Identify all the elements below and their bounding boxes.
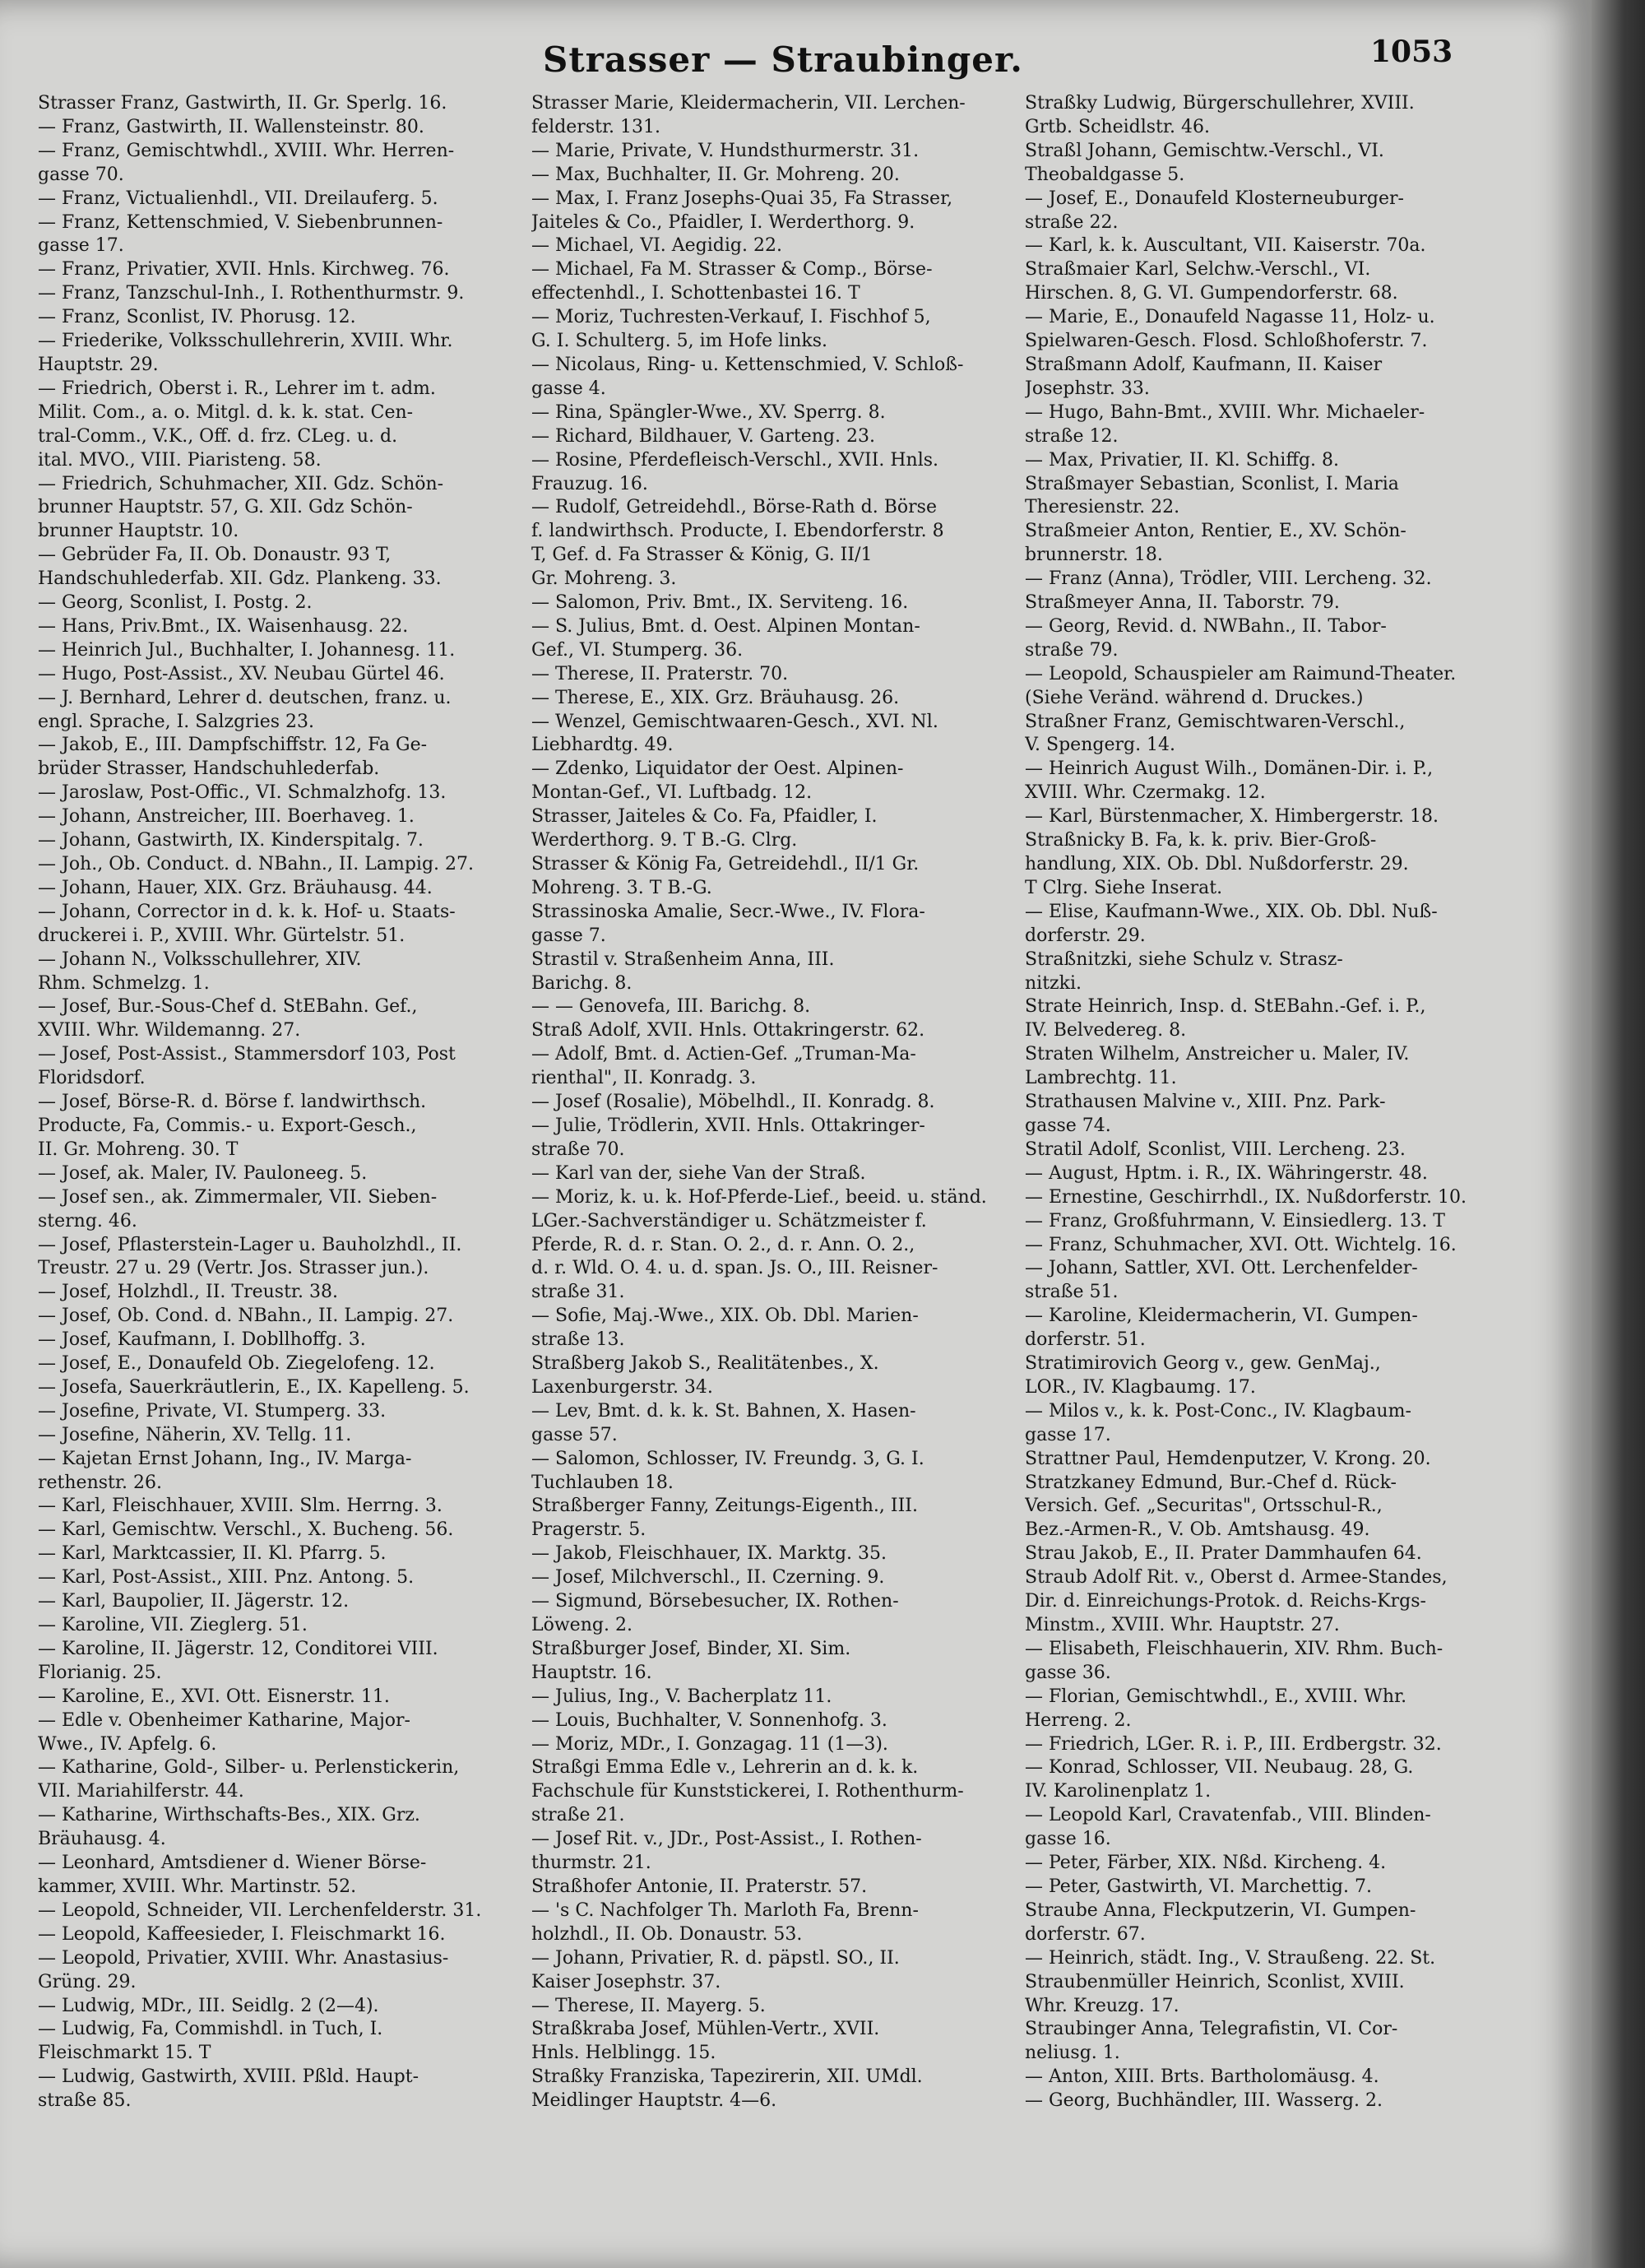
directory-entry-line: — Franz, Kettenschmied, V. Siebenbrunnen-: [38, 211, 443, 233]
directory-entry-line: Straßmeier Anton, Rentier, E., XV. Schön-: [1025, 521, 1406, 542]
directory-entry-line: — Josef, Börse-R. d. Börse f. landwirthsch.: [38, 1092, 427, 1113]
directory-entry-line: — Franz (Anna), Trödler, VIII. Lercheng. 32.: [1025, 568, 1432, 590]
directory-entry-line: tral-Comm., V.K., Off. d. frz. CLeg. u. d.: [38, 425, 398, 447]
directory-entry-line: — Milos v., k. k. Post-Conc., IV. Klagbaum-: [1025, 1400, 1411, 1422]
directory-entry-line: — Rosine, Pferdefleisch-Verschl., XVII. Hnls.: [531, 449, 939, 471]
directory-entry-line: — Franz, Gemischtwhdl., XVIII. Whr. Herren-: [38, 140, 455, 161]
directory-entry-line: Bräuhausg. 4.: [38, 1829, 166, 1850]
directory-entry-line: — Nicolaus, Ring- u. Kettenschmied, V. Schloß-: [531, 354, 964, 375]
directory-entry-line: Strastil v. Straßenheim Anna, III.: [531, 948, 835, 970]
directory-entry-line: — Franz, Gastwirth, II. Wallensteinstr. 80.: [38, 116, 424, 137]
directory-entry-line: — Anton, XIII. Brts. Bartholomäusg. 4.: [1025, 2066, 1379, 2088]
directory-entry-line: Straßgi Emma Edle v., Lehrerin an d. k. k.: [531, 1757, 919, 1779]
directory-entry-line: Straubinger Anna, Telegrafistin, VI. Cor-: [1025, 2019, 1398, 2040]
directory-entry-line: Strattner Paul, Hemdenputzer, V. Krong. 20.: [1025, 1448, 1431, 1469]
directory-entry-line: — Karoline, VII. Zieglerg. 51.: [38, 1615, 308, 1635]
directory-entry-line: gasse 17.: [1025, 1424, 1111, 1445]
column-2: [531, 92, 1017, 2247]
directory-entry-line: V. Spengerg. 14.: [1025, 735, 1176, 756]
directory-entry-line: — Jakob, E., III. Dampfschiffstr. 12, Fa Ge-: [38, 735, 428, 756]
directory-entry-line: — Johann, Gastwirth, IX. Kinderspitalg. 7.: [38, 830, 424, 851]
directory-entry-line: Minstm., XVIII. Whr. Hauptstr. 27.: [1025, 1615, 1340, 1635]
directory-entry-line: — Franz, Victualienhdl., VII. Dreilauferg. 5.: [38, 188, 438, 209]
directory-entry-line: Montan-Gef., VI. Luftbadg. 12.: [531, 782, 813, 804]
directory-entry-line: — Franz, Privatier, XVII. Hnls. Kirchweg. 76.: [38, 259, 450, 281]
directory-entry-line: Pragerstr. 5.: [531, 1519, 646, 1541]
directory-entry-line: Strasser, Jaiteles & Co. Fa, Pfaidler, I.: [531, 806, 878, 828]
directory-entry-line: — Karl, Post-Assist., XIII. Pnz. Antong. 5.: [38, 1567, 415, 1589]
directory-entry-line: — Friederike, Volksschullehrerin, XVIII. Whr.: [38, 331, 453, 352]
directory-entry-line: — Karl, Fleischhauer, XVIII. Slm. Herrng. 3.: [38, 1496, 443, 1517]
directory-entry-line: gasse 36.: [1025, 1662, 1111, 1683]
directory-entry-line: Florianig. 25.: [38, 1662, 162, 1683]
directory-entry-line: — Leopold, Kaffeesieder, I. Fleischmarkt 16.: [38, 1923, 446, 1945]
directory-entry-line: dorferstr. 67.: [1025, 1923, 1146, 1945]
directory-entry-line: — Johann, Sattler, XVI. Ott. Lerchenfelder-: [1025, 1258, 1418, 1279]
directory-entry-line: Liebhardtg. 49.: [531, 735, 674, 756]
directory-entry-line: — Georg, Sconlist, I. Postg. 2.: [38, 592, 313, 614]
directory-entry-line: straße 22.: [1025, 211, 1119, 233]
directory-entry-line: Hauptstr. 29.: [38, 354, 159, 375]
directory-entry-line: Fleischmarkt 15. T: [38, 2043, 211, 2064]
directory-entry-line: XVIII. Whr. Czermakg. 12.: [1025, 782, 1266, 804]
column-3: [1025, 92, 1510, 2247]
directory-entry-line: felderstr. 131.: [531, 116, 661, 137]
directory-entry-line: straße 51.: [1025, 1282, 1119, 1303]
directory-entry-line: — Joh., Ob. Conduct. d. NBahn., II. Lampig. 27.: [38, 854, 475, 874]
directory-entry-line: — Franz, Großfuhrmann, V. Einsiedlerg. 13. T: [1025, 1210, 1445, 1231]
directory-entry-line: — Karl, k. k. Auscultant, VII. Kaiserstr. 70a.: [1025, 235, 1426, 257]
directory-entry-line: straße 12.: [1025, 425, 1119, 447]
directory-entry-line: — Katharine, Wirthschafts-Bes., XIX. Grz.: [38, 1805, 420, 1826]
directory-entry-line: — Salomon, Schlosser, IV. Freundg. 3, G. I.: [531, 1448, 924, 1469]
directory-entry-line: gasse 57.: [531, 1424, 618, 1445]
directory-entry-line: — Ernestine, Geschirrhdl., IX. Nußdorferstr. 10.: [1025, 1186, 1467, 1208]
directory-entry-line: — Hans, Priv.Bmt., IX. Waisenhausg. 22.: [38, 615, 409, 637]
directory-entry-line: gasse 74.: [1025, 1115, 1111, 1136]
directory-entry-line: — Moriz, k. u. k. Hof-Pferde-Lief., beeid. u. ständ.: [531, 1186, 987, 1208]
directory-entry-line: Gef., VI. Stumperg. 36.: [531, 639, 744, 661]
directory-entry-line: — Friedrich, Schuhmacher, XII. Gdz. Schön-: [38, 473, 444, 494]
directory-entry-line: kammer, XVIII. Whr. Martinstr. 52.: [38, 1876, 357, 1897]
directory-entry-line: — Josef sen., ak. Zimmermaler, VII. Sieben-: [38, 1186, 438, 1208]
directory-entry-line: — S. Julius, Bmt. d. Oest. Alpinen Montan-: [531, 615, 920, 637]
directory-entry-line: Straßberger Fanny, Zeitungs-Eigenth., III.: [531, 1496, 918, 1517]
directory-entry-line: — Johann, Anstreicher, III. Boerhaveg. 1.: [38, 806, 415, 828]
directory-entry-line: Grtb. Scheidlstr. 46.: [1025, 116, 1210, 137]
directory-entry-line: Straßmaier Karl, Selchw.-Verschl., VI.: [1025, 259, 1371, 281]
directory-entry-line: Theobaldgasse 5.: [1025, 164, 1185, 185]
running-head: Strasser — Straubinger.: [543, 39, 1023, 80]
directory-entry-line: Mohreng. 3. T B.-G.: [531, 877, 712, 898]
directory-entry-line: Spielwaren-Gesch. Flosd. Schloßhoferstr. 7.: [1025, 331, 1428, 352]
directory-entry-line: LGer.-Sachverständiger u. Schätzmeister f.: [531, 1210, 927, 1231]
directory-entry-line: Straß Adolf, XVII. Hnls. Ottakringerstr. 62.: [531, 1020, 925, 1041]
directory-entry-line: Straßmayer Sebastian, Sconlist, I. Maria: [1025, 473, 1399, 494]
directory-entry-line: effectenhdl., I. Schottenbastei 16. T: [531, 283, 860, 304]
directory-entry-line: — Karl, Marktcassier, II. Kl. Pfarrg. 5.: [38, 1543, 387, 1565]
directory-entry-line: Strate Heinrich, Insp. d. StEBahn.-Gef. i. P.,: [1025, 996, 1426, 1018]
directory-entry-line: — Sofie, Maj.-Wwe., XIX. Ob. Dbl. Marien-: [531, 1306, 919, 1327]
directory-entry-line: Werderthorg. 9. T B.-G. Clrg.: [531, 830, 798, 851]
page-number: 1053: [1370, 35, 1453, 69]
directory-entry-line: Theresienstr. 22.: [1025, 497, 1180, 518]
directory-entry-line: — Jaroslaw, Post-Offic., VI. Schmalzhofg. 13.: [38, 782, 447, 804]
directory-entry-line: IV. Belvedereg. 8.: [1025, 1020, 1187, 1041]
directory-entry-line: Jaiteles & Co., Pfaidler, I. Werderthorg. 9.: [531, 211, 915, 233]
directory-entry-line: — Heinrich August Wilh., Domänen-Dir. i. P.,: [1025, 758, 1434, 780]
directory-entry-line: — Therese, II. Praterstr. 70.: [531, 663, 789, 684]
directory-entry-line: straße 31.: [531, 1282, 625, 1303]
directory-entry-line: — Franz, Schuhmacher, XVI. Ott. Wichtelg. 16.: [1025, 1234, 1457, 1255]
directory-entry-line: straße 21.: [531, 1805, 625, 1826]
directory-entry-line: Strau Jakob, E., II. Prater Dammhaufen 64.: [1025, 1543, 1422, 1565]
directory-entry-line: straße 85.: [38, 2090, 132, 2112]
directory-entry-line: IV. Karolinenplatz 1.: [1025, 1781, 1212, 1802]
directory-entry-line: brunnerstr. 18.: [1025, 545, 1163, 566]
directory-entry-line: gasse 16.: [1025, 1829, 1111, 1850]
directory-entry-line: — Karl van der, siehe Van der Straß.: [531, 1162, 866, 1184]
directory-entry-line: Straßhofer Antonie, II. Praterstr. 57.: [531, 1876, 868, 1897]
directory-entry-line: Bez.-Armen-R., V. Ob. Amtshausg. 49.: [1025, 1519, 1370, 1541]
directory-entry-line: — Rudolf, Getreidehdl., Börse-Rath d. Börse: [531, 497, 937, 518]
directory-entry-line: — Josef, Pflasterstein-Lager u. Bauholzhdl., II.: [38, 1234, 462, 1255]
directory-entry-line: engl. Sprache, I. Salzgries 23.: [38, 711, 314, 732]
directory-entry-line: Meidlinger Hauptstr. 4—6.: [531, 2090, 777, 2112]
directory-entry-line: Floridsdorf.: [38, 1068, 146, 1089]
directory-entry-line: LOR., IV. Klagbaumg. 17.: [1025, 1376, 1256, 1398]
directory-entry-line: — Konrad, Schlosser, VII. Neubaug. 28, G.: [1025, 1757, 1414, 1779]
directory-entry-line: — Friedrich, Oberst i. R., Lehrer im t. adm.: [38, 378, 436, 399]
directory-entry-line: Pferde, R. d. r. Stan. O. 2., d. r. Ann. O. 2.,: [531, 1234, 915, 1255]
directory-entry-line: gasse 7.: [531, 925, 606, 946]
directory-entry-line: XVIII. Whr. Wildemanng. 27.: [38, 1020, 301, 1041]
directory-entry-line: — Josef, ak. Maler, IV. Pauloneeg. 5.: [38, 1162, 368, 1184]
directory-entry-line: Straubenmüller Heinrich, Sconlist, XVIII.: [1025, 1971, 1405, 1992]
directory-entry-line: nitzki.: [1025, 972, 1082, 994]
directory-entry-line: Rhm. Schmelzg. 1.: [38, 972, 210, 994]
directory-entry-line: G. I. Schulterg. 5, im Hofe links.: [531, 331, 827, 352]
directory-entry-line: Hauptstr. 16.: [531, 1662, 652, 1683]
directory-entry-line: Straßky Franziska, Tapezirerin, XII. UMdl.: [531, 2066, 923, 2088]
directory-entry-line: — Leopold Karl, Cravatenfab., VIII. Blinden-: [1025, 1805, 1431, 1826]
directory-entry-line: — Wenzel, Gemischtwaaren-Gesch., XVI. Nl.: [531, 711, 938, 732]
directory-entry-line: Handschuhlederfab. XII. Gdz. Plankeng. 33.: [38, 568, 442, 590]
directory-entry-line: — Ludwig, MDr., III. Seidlg. 2 (2—4).: [38, 1995, 379, 2016]
directory-entry-line: Hirschen. 8, G. VI. Gumpendorferstr. 68.: [1025, 283, 1398, 304]
directory-entry-line: — Sigmund, Börsebesucher, IX. Rothen-: [531, 1591, 899, 1612]
directory-entry-line: — Josef (Rosalie), Möbelhdl., II. Konradg. 8.: [531, 1092, 935, 1113]
directory-entry-line: Straßkraba Josef, Mühlen-Vertr., XVII.: [531, 2019, 880, 2040]
directory-entry-line: — Karl, Gemischtw. Verschl., X. Bucheng. 56.: [38, 1519, 454, 1541]
directory-entry-line: — 's C. Nachfolger Th. Marloth Fa, Brenn-: [531, 1899, 919, 1921]
directory-entry-line: — Louis, Buchhalter, V. Sonnenhofg. 3.: [531, 1709, 887, 1731]
directory-entry-line: — Michael, VI. Aegidig. 22.: [531, 235, 782, 257]
directory-entry-line: — Josef, Bur.-Sous-Chef d. StEBahn. Gef.,: [38, 996, 418, 1018]
directory-entry-line: — Josef, Holzhdl., II. Treustr. 38.: [38, 1282, 338, 1303]
directory-entry-line: — Georg, Buchhändler, III. Wasserg. 2.: [1025, 2090, 1383, 2112]
directory-entry-line: holzhdl., II. Ob. Donaustr. 53.: [531, 1923, 803, 1945]
directory-entry-line: rienthal", II. Konradg. 3.: [531, 1068, 757, 1089]
directory-entry-line: gasse 4.: [531, 378, 606, 399]
directory-entry-line: Straßl Johann, Gemischtw.-Verschl., VI.: [1025, 140, 1384, 161]
directory-entry-line: — Johann, Privatier, R. d. päpstl. SO., II.: [531, 1947, 900, 1969]
directory-entry-line: Gr. Mohreng. 3.: [531, 568, 677, 590]
directory-entry-line: d. r. Wld. O. 4. u. d. span. Js. O., III. Reisner-: [531, 1258, 938, 1279]
directory-entry-line: Josephstr. 33.: [1025, 378, 1150, 399]
directory-entry-line: Fachschule für Kunststickerei, I. Rothenthurm-: [531, 1781, 964, 1802]
directory-entry-line: — Adolf, Bmt. d. Actien-Gef. „Truman-Ma-: [531, 1044, 916, 1065]
directory-entry-line: Straub Adolf Rit. v., Oberst d. Armee-Standes,: [1025, 1567, 1448, 1589]
directory-entry-line: Strasser & König Fa, Getreidehdl., II/1 Gr.: [531, 854, 920, 874]
directory-entry-line: Herreng. 2.: [1025, 1709, 1132, 1731]
directory-entry-line: neliusg. 1.: [1025, 2043, 1120, 2064]
directory-entry-line: — Kajetan Ernst Johann, Ing., IV. Marga-: [38, 1448, 412, 1469]
directory-entry-line: — Moriz, Tuchresten-Verkauf, I. Fischhof 5,: [531, 307, 931, 328]
directory-entry-line: — Katharine, Gold-, Silber- u. Perlenstickerin,: [38, 1757, 460, 1779]
directory-entry-line: brunner Hauptstr. 57, G. XII. Gdz Schön-: [38, 497, 413, 518]
directory-entry-line: Stratil Adolf, Sconlist, VIII. Lercheng. 23.: [1025, 1139, 1406, 1160]
directory-entry-line: thurmstr. 21.: [531, 1853, 651, 1874]
directory-entry-line: Straßberg Jakob S., Realitätenbes., X.: [531, 1353, 879, 1375]
directory-columns: [38, 92, 1584, 2247]
directory-entry-line: T, Gef. d. Fa Strasser & König, G. II/1: [531, 545, 873, 566]
directory-entry-line: — Zdenko, Liquidator der Oest. Alpinen-: [531, 758, 904, 780]
directory-entry-line: — Elise, Kaufmann-Wwe., XIX. Ob. Dbl. Nuß-: [1025, 901, 1438, 922]
directory-entry-line: Straßburger Josef, Binder, XI. Sim.: [531, 1638, 851, 1659]
directory-entry-line: Lambrechtg. 11.: [1025, 1068, 1177, 1089]
directory-entry-line: gasse 17.: [38, 235, 124, 257]
directory-entry-line: Frauzug. 16.: [531, 473, 648, 494]
column-1: [38, 92, 523, 2247]
directory-entry-line: — Salomon, Priv. Bmt., IX. Serviteng. 16.: [531, 592, 909, 614]
directory-entry-line: brüder Strasser, Handschuhlederfab.: [38, 758, 380, 780]
directory-entry-line: T Clrg. Siehe Inserat.: [1025, 877, 1223, 898]
directory-entry-line: — Julie, Trödlerin, XVII. Hnls. Ottakringer-: [531, 1115, 925, 1136]
directory-entry-line: — Johann, Hauer, XIX. Grz. Bräuhausg. 44.: [38, 877, 433, 898]
directory-entry-line: sterng. 46.: [38, 1210, 137, 1231]
directory-entry-line: Barichg. 8.: [531, 972, 633, 994]
directory-entry-line: — Josef, Milchverschl., II. Czerning. 9.: [531, 1567, 885, 1589]
directory-entry-line: — Hugo, Bahn-Bmt., XVIII. Whr. Michaeler-: [1025, 401, 1425, 423]
directory-entry-line: Whr. Kreuzg. 17.: [1025, 1995, 1179, 2016]
directory-entry-line: — Josef Rit. v., JDr., Post-Assist., I. Rothen-: [531, 1829, 922, 1850]
directory-entry-line: — Karl, Baupolier, II. Jägerstr. 12.: [38, 1591, 350, 1612]
directory-entry-line: — Moriz, MDr., I. Gonzagag. 11 (1—3).: [531, 1733, 888, 1755]
directory-entry-line: Strathausen Malvine v., XIII. Pnz. Park-: [1025, 1092, 1386, 1113]
directory-entry-line: straße 13.: [531, 1329, 625, 1351]
directory-entry-line: — Marie, Private, V. Hundsthurmerstr. 31.: [531, 140, 920, 161]
directory-entry-line: Straube Anna, Fleckputzerin, VI. Gumpen-: [1025, 1899, 1416, 1921]
directory-entry-line: Wwe., IV. Apfelg. 6.: [38, 1733, 217, 1755]
directory-entry-line: — Therese, E., XIX. Grz. Bräuhausg. 26.: [531, 687, 900, 708]
directory-entry-line: Stratzkaney Edmund, Bur.-Chef d. Rück-: [1025, 1472, 1397, 1493]
directory-entry-line: — Lev, Bmt. d. k. k. St. Bahnen, X. Hasen-: [531, 1400, 916, 1422]
directory-entry-line: — Karoline, II. Jägerstr. 12, Conditorei VIII.: [38, 1638, 438, 1659]
directory-entry-line: — Therese, II. Mayerg. 5.: [531, 1995, 766, 2016]
directory-entry-line: Strasser Franz, Gastwirth, II. Gr. Sperlg. 16.: [38, 93, 447, 114]
directory-entry-line: — Heinrich Jul., Buchhalter, I. Johannesg. 11.: [38, 639, 456, 661]
directory-entry-line: Straßnicky B. Fa, k. k. priv. Bier-Groß-: [1025, 830, 1377, 851]
directory-entry-line: Versich. Gef. „Securitas", Ortsschul-R.,: [1025, 1496, 1383, 1517]
directory-entry-line: Tuchlauben 18.: [531, 1472, 674, 1493]
directory-entry-line: — Richard, Bildhauer, V. Garteng. 23.: [531, 425, 875, 447]
directory-entry-line: — Josefine, Private, VI. Stumperg. 33.: [38, 1400, 387, 1422]
directory-entry-line: — Josef, E., Donaufeld Ob. Ziegelofeng. 12.: [38, 1353, 435, 1375]
directory-entry-line: — — Genovefa, III. Barichg. 8.: [531, 996, 811, 1018]
directory-entry-line: — Leopold, Schneider, VII. Lerchenfelderstr. 31.: [38, 1899, 482, 1921]
directory-entry-line: f. landwirthsch. Producte, I. Ebendorferstr. 8: [531, 521, 944, 542]
directory-entry-line: — J. Bernhard, Lehrer d. deutschen, franz. u.: [38, 687, 452, 708]
directory-entry-line: — Michael, Fa M. Strasser & Comp., Börse-: [531, 259, 933, 281]
directory-entry-line: — Josef, E., Donaufeld Klosterneuburger-: [1025, 188, 1404, 209]
directory-entry-line: — Josef, Kaufmann, I. Dobllhoffg. 3.: [38, 1329, 366, 1351]
directory-entry-line: VII. Mariahilferstr. 44.: [38, 1781, 244, 1802]
directory-entry-line: Straßmeyer Anna, II. Taborstr. 79.: [1025, 592, 1340, 614]
directory-entry-line: — Josefa, Sauerkräutlerin, E., IX. Kapelleng. 5.: [38, 1376, 470, 1398]
directory-entry-line: — Karoline, Kleidermacherin, VI. Gumpen-: [1025, 1306, 1418, 1327]
directory-entry-line: — Josef, Ob. Cond. d. NBahn., II. Lampig. 27.: [38, 1306, 454, 1327]
directory-entry-line: dorferstr. 51.: [1025, 1329, 1146, 1351]
directory-entry-line: — Max, Buchhalter, II. Gr. Mohreng. 20.: [531, 164, 900, 185]
directory-entry-line: Straßner Franz, Gemischtwaren-Verschl.,: [1025, 711, 1406, 732]
page-header: [0, 25, 1592, 90]
directory-entry-line: — Georg, Revid. d. NWBahn., II. Tabor-: [1025, 615, 1387, 637]
directory-entry-line: dorferstr. 29.: [1025, 925, 1146, 946]
directory-entry-line: — Gebrüder Fa, II. Ob. Donaustr. 93 T,: [38, 545, 392, 566]
directory-entry-line: Straßmann Adolf, Kaufmann, II. Kaiser: [1025, 354, 1383, 375]
directory-entry-line: — Elisabeth, Fleischhauerin, XIV. Rhm. Buch-: [1025, 1638, 1443, 1659]
directory-entry-line: — Josef, Post-Assist., Stammersdorf 103, Post: [38, 1044, 456, 1065]
directory-entry-line: handlung, XIX. Ob. Dbl. Nußdorferstr. 29.: [1025, 854, 1409, 874]
directory-entry-line: Producte, Fa, Commis.- u. Export-Gesch.,: [38, 1115, 417, 1136]
directory-entry-line: — Jakob, Fleischhauer, IX. Marktg. 35.: [531, 1543, 887, 1565]
directory-entry-line: — Max, I. Franz Josephs-Quai 35, Fa Strasser,: [531, 188, 953, 209]
directory-entry-line: Dir. d. Einreichungs-Protok. d. Reichs-Krgs-: [1025, 1591, 1426, 1612]
directory-entry-line: Treustr. 27 u. 29 (Vertr. Jos. Strasser jun.).: [38, 1258, 429, 1279]
directory-entry-line: — Franz, Tanzschul-Inh., I. Rothenthurmstr. 9.: [38, 283, 465, 304]
directory-entry-line: Straten Wilhelm, Anstreicher u. Maler, IV.: [1025, 1044, 1410, 1065]
directory-entry-line: Milit. Com., a. o. Mitgl. d. k. k. stat. Cen-: [38, 401, 414, 423]
directory-entry-line: Strasser Marie, Kleidermacherin, VII. Lerchen-: [531, 93, 966, 114]
directory-entry-line: — Florian, Gemischtwhdl., E., XVIII. Whr.: [1025, 1686, 1407, 1707]
directory-entry-line: Straßnitzki, siehe Schulz v. Strasz-: [1025, 948, 1343, 970]
directory-entry-line: (Siehe Veränd. während d. Druckes.): [1025, 687, 1364, 708]
directory-entry-line: — Karoline, E., XVI. Ott. Eisnerstr. 11.: [38, 1686, 390, 1707]
directory-entry-line: Kaiser Josephstr. 37.: [531, 1971, 721, 1992]
directory-entry-line: druckerei i. P., XVIII. Whr. Gürtelstr. 51.: [38, 925, 405, 946]
directory-entry-line: — Marie, E., Donaufeld Nagasse 11, Holz- u.: [1025, 307, 1435, 328]
directory-entry-line: — Peter, Gastwirth, VI. Marchettig. 7.: [1025, 1876, 1372, 1897]
directory-entry-line: — Edle v. Obenheimer Katharine, Major-: [38, 1709, 410, 1731]
directory-entry-line: — Friedrich, LGer. R. i. P., III. Erdbergstr. 32.: [1025, 1733, 1442, 1755]
directory-entry-line: Stratimirovich Georg v., gew. GenMaj.,: [1025, 1353, 1381, 1375]
directory-entry-line: — Ludwig, Gastwirth, XVIII. Pßld. Haupt-: [38, 2066, 419, 2088]
directory-entry-line: — Heinrich, städt. Ing., V. Straußeng. 22. St.: [1025, 1947, 1436, 1969]
directory-entry-line: straße 70.: [531, 1139, 625, 1160]
directory-entry-line: ital. MVO., VIII. Piaristeng. 58.: [38, 449, 322, 471]
directory-entry-line: II. Gr. Mohreng. 30. T: [38, 1139, 239, 1160]
directory-entry-line: Laxenburgerstr. 34.: [531, 1376, 713, 1398]
directory-entry-line: — Leopold, Schauspieler am Raimund-Theater.: [1025, 663, 1457, 684]
directory-entry-line: Hnls. Helblingg. 15.: [531, 2043, 716, 2064]
directory-entry-line: — Josefine, Näherin, XV. Tellg. 11.: [38, 1424, 352, 1445]
directory-entry-line: — Peter, Färber, XIX. Nßd. Kircheng. 4.: [1025, 1853, 1387, 1874]
directory-entry-line: brunner Hauptstr. 10.: [38, 521, 239, 542]
directory-entry-line: — Leopold, Privatier, XVIII. Whr. Anastasius-: [38, 1947, 449, 1969]
directory-entry-line: straße 79.: [1025, 639, 1119, 661]
directory-entry-line: — Leonhard, Amtsdiener d. Wiener Börse-: [38, 1853, 427, 1874]
directory-entry-line: — Karl, Bürstenmacher, X. Himbergerstr. 18.: [1025, 806, 1439, 828]
directory-entry-line: — Johann, Corrector in d. k. k. Hof- u. Staats-: [38, 901, 456, 922]
directory-entry-line: Grüng. 29.: [38, 1971, 137, 1992]
directory-entry-line: gasse 70.: [38, 164, 124, 185]
directory-entry-line: Strassinoska Amalie, Secr.-Wwe., IV. Flora-: [531, 901, 925, 922]
directory-entry-line: — Julius, Ing., V. Bacherplatz 11.: [531, 1686, 832, 1707]
directory-entry-line: — Rina, Spängler-Wwe., XV. Sperrg. 8.: [531, 401, 886, 423]
directory-entry-line: — Hugo, Post-Assist., XV. Neubau Gürtel 46.: [38, 663, 445, 684]
directory-entry-line: — Ludwig, Fa, Commishdl. in Tuch, I.: [38, 2019, 383, 2040]
directory-entry-line: Straßky Ludwig, Bürgerschullehrer, XVIII.: [1025, 93, 1415, 114]
page-edge-shadow: [1592, 0, 1645, 2268]
directory-entry-line: — August, Hptm. i. R., IX. Währingerstr. 48.: [1025, 1162, 1428, 1184]
directory-entry-line: rethenstr. 26.: [38, 1472, 162, 1493]
directory-entry-line: — Max, Privatier, II. Kl. Schiffg. 8.: [1025, 449, 1340, 471]
directory-entry-line: — Johann N., Volksschullehrer, XIV.: [38, 948, 362, 970]
directory-entry-line: Löweng. 2.: [531, 1615, 633, 1635]
directory-entry-line: — Franz, Sconlist, IV. Phorusg. 12.: [38, 307, 356, 328]
